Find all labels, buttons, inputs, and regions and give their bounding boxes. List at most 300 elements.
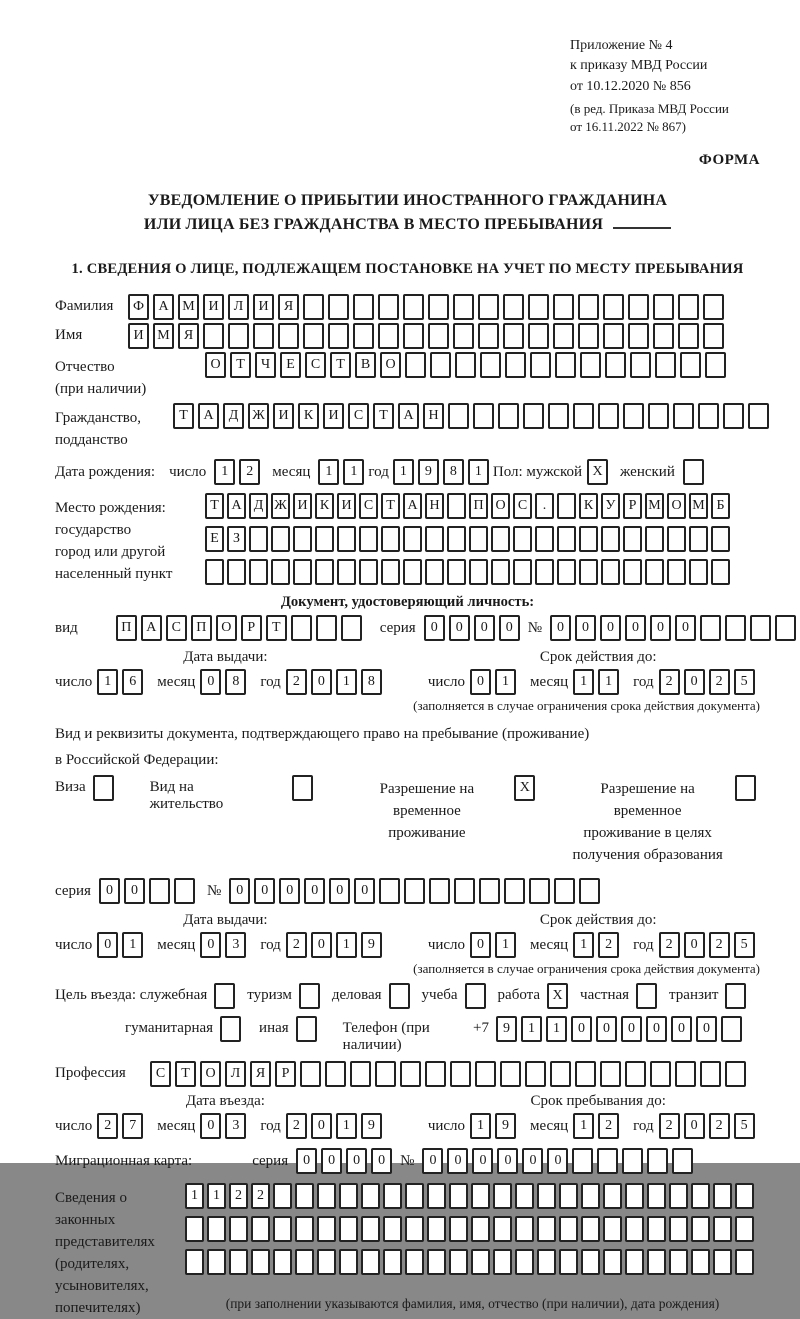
char-box[interactable] [361,1216,380,1242]
char-box[interactable] [653,294,674,320]
char-box[interactable] [647,1216,666,1242]
char-box[interactable]: 9 [361,932,382,958]
char-box[interactable] [328,294,349,320]
char-box[interactable]: 3 [225,932,246,958]
mig-series-field[interactable] [296,1148,396,1174]
char-box[interactable]: 9 [495,1113,516,1139]
char-box[interactable] [601,559,620,585]
char-box[interactable] [453,294,474,320]
char-box[interactable] [555,352,576,378]
stay-month-field[interactable] [573,1113,623,1139]
char-box[interactable] [378,294,399,320]
char-box[interactable] [653,323,674,349]
char-box[interactable] [249,526,268,552]
char-box[interactable] [647,1148,668,1174]
char-box[interactable] [711,526,730,552]
char-box[interactable]: 7 [122,1113,143,1139]
char-box[interactable] [748,403,769,429]
char-box[interactable] [550,1061,571,1087]
doc-number-field[interactable] [550,615,800,641]
char-box[interactable] [271,526,290,552]
char-box[interactable] [359,526,378,552]
purpose-official-checkbox[interactable] [214,983,239,1009]
char-box[interactable] [273,1216,292,1242]
char-box[interactable] [735,775,756,801]
char-box[interactable] [705,352,726,378]
char-box[interactable] [513,526,532,552]
char-box[interactable] [673,403,694,429]
char-box[interactable] [400,1061,421,1087]
char-box[interactable] [478,323,499,349]
char-box[interactable] [295,1216,314,1242]
char-box[interactable] [325,1061,346,1087]
char-box[interactable] [581,1183,600,1209]
char-box[interactable] [449,1216,468,1242]
char-box[interactable]: 2 [598,1113,619,1139]
char-box[interactable] [573,403,594,429]
char-box[interactable] [425,526,444,552]
char-box[interactable] [493,1249,512,1275]
char-box[interactable] [667,526,686,552]
char-box[interactable]: Т [173,403,194,429]
char-box[interactable]: 2 [229,1183,248,1209]
char-box[interactable] [425,559,444,585]
char-box[interactable]: Я [250,1061,271,1087]
purpose-other-checkbox[interactable] [296,1016,321,1042]
name-field[interactable] [128,323,728,349]
char-box[interactable]: 0 [304,878,325,904]
char-box[interactable]: И [337,493,356,519]
char-box[interactable]: 9 [496,1016,517,1042]
char-box[interactable] [523,403,544,429]
char-box[interactable]: 8 [361,669,382,695]
char-box[interactable] [645,559,664,585]
char-box[interactable] [648,403,669,429]
char-box[interactable]: 0 [470,932,491,958]
char-box[interactable]: 1 [214,459,235,485]
char-box[interactable]: 0 [470,669,491,695]
char-box[interactable]: 0 [621,1016,642,1042]
char-box[interactable] [493,1216,512,1242]
char-box[interactable]: И [273,403,294,429]
char-box[interactable] [675,1061,696,1087]
char-box[interactable]: 0 [99,878,120,904]
char-box[interactable] [479,878,500,904]
char-box[interactable] [469,559,488,585]
char-box[interactable] [628,294,649,320]
char-box[interactable]: . [535,493,554,519]
char-box[interactable] [579,526,598,552]
char-box[interactable] [353,294,374,320]
char-box[interactable] [295,1249,314,1275]
char-box[interactable] [713,1183,732,1209]
char-box[interactable] [378,323,399,349]
char-box[interactable] [581,1216,600,1242]
char-box[interactable] [428,323,449,349]
char-box[interactable]: А [403,493,422,519]
char-box[interactable] [359,559,378,585]
char-box[interactable] [628,323,649,349]
char-box[interactable] [469,526,488,552]
char-box[interactable]: 0 [254,878,275,904]
char-box[interactable]: Т [205,493,224,519]
char-box[interactable] [655,352,676,378]
char-box[interactable] [339,1216,358,1242]
char-box[interactable]: С [513,493,532,519]
char-box[interactable] [553,294,574,320]
char-box[interactable] [603,1216,622,1242]
char-box[interactable]: 8 [225,669,246,695]
char-box[interactable] [405,1216,424,1242]
char-box[interactable]: 1 [185,1183,204,1209]
char-box[interactable]: 1 [318,459,339,485]
char-box[interactable] [689,559,708,585]
char-box[interactable] [691,1249,710,1275]
char-box[interactable]: 1 [122,932,143,958]
char-box[interactable] [557,526,576,552]
char-box[interactable]: 2 [251,1183,270,1209]
char-box[interactable]: 1 [393,459,414,485]
sex-female-checkbox[interactable] [683,459,708,485]
char-box[interactable] [513,559,532,585]
char-box[interactable] [700,615,721,641]
char-box[interactable] [535,559,554,585]
char-box[interactable]: 0 [472,1148,493,1174]
char-box[interactable] [448,403,469,429]
char-box[interactable] [598,403,619,429]
char-box[interactable] [447,559,466,585]
char-box[interactable]: 0 [229,878,250,904]
citizenship-field[interactable] [173,403,773,429]
char-box[interactable]: Л [225,1061,246,1087]
char-box[interactable] [548,403,569,429]
char-box[interactable] [203,323,224,349]
guardians-line1[interactable] [185,1183,760,1209]
char-box[interactable]: 1 [495,669,516,695]
char-box[interactable] [299,983,320,1009]
char-box[interactable] [703,323,724,349]
char-box[interactable]: Т [230,352,251,378]
char-box[interactable]: М [645,493,664,519]
char-box[interactable]: X [547,983,568,1009]
char-box[interactable]: О [667,493,686,519]
char-box[interactable]: С [348,403,369,429]
char-box[interactable]: Я [178,323,199,349]
char-box[interactable]: С [359,493,378,519]
char-box[interactable] [678,323,699,349]
char-box[interactable]: А [198,403,219,429]
char-box[interactable]: О [491,493,510,519]
char-box[interactable] [473,403,494,429]
char-box[interactable] [691,1216,710,1242]
char-box[interactable]: 2 [709,932,730,958]
char-box[interactable] [381,559,400,585]
char-box[interactable]: 2 [659,932,680,958]
res-valid-year-field[interactable] [659,932,759,958]
char-box[interactable] [220,1016,241,1042]
char-box[interactable]: X [587,459,608,485]
char-box[interactable] [672,1148,693,1174]
char-box[interactable] [228,323,249,349]
char-box[interactable]: С [305,352,326,378]
temp-permit-checkbox[interactable] [514,775,539,801]
char-box[interactable]: 1 [336,1113,357,1139]
char-box[interactable]: К [315,493,334,519]
char-box[interactable] [537,1249,556,1275]
char-box[interactable] [669,1183,688,1209]
char-box[interactable]: 0 [547,1148,568,1174]
doc-type-field[interactable] [116,615,366,641]
char-box[interactable]: 0 [650,615,671,641]
char-box[interactable]: Н [423,403,444,429]
char-box[interactable] [339,1249,358,1275]
char-box[interactable] [735,1249,754,1275]
visa-checkbox[interactable] [93,775,118,801]
purpose-transit-checkbox[interactable] [725,983,750,1009]
char-box[interactable]: В [355,352,376,378]
char-box[interactable]: 1 [97,669,118,695]
purpose-business-checkbox[interactable] [389,983,414,1009]
char-box[interactable]: 2 [286,932,307,958]
char-box[interactable] [405,1183,424,1209]
char-box[interactable] [207,1216,226,1242]
char-box[interactable] [579,559,598,585]
char-box[interactable]: И [128,323,149,349]
char-box[interactable] [471,1216,490,1242]
res-issue-day-field[interactable] [97,932,147,958]
char-box[interactable]: Т [175,1061,196,1087]
char-box[interactable] [361,1249,380,1275]
char-box[interactable] [303,294,324,320]
char-box[interactable] [295,1183,314,1209]
char-box[interactable] [427,1216,446,1242]
char-box[interactable] [559,1183,578,1209]
char-box[interactable] [735,1216,754,1242]
char-box[interactable]: А [141,615,162,641]
char-box[interactable] [453,323,474,349]
char-box[interactable]: Ф [128,294,149,320]
char-box[interactable] [647,1183,666,1209]
doc-valid-day-field[interactable] [470,669,520,695]
char-box[interactable] [622,1148,643,1174]
purpose-tourism-checkbox[interactable] [299,983,324,1009]
char-box[interactable] [293,526,312,552]
char-box[interactable]: 1 [336,669,357,695]
char-box[interactable]: Р [275,1061,296,1087]
char-box[interactable]: 1 [573,932,594,958]
char-box[interactable]: М [153,323,174,349]
char-box[interactable] [515,1183,534,1209]
char-box[interactable] [698,403,719,429]
char-box[interactable]: М [689,493,708,519]
char-box[interactable] [315,526,334,552]
char-box[interactable]: 1 [468,459,489,485]
char-box[interactable] [381,526,400,552]
char-box[interactable] [361,1183,380,1209]
char-box[interactable] [303,323,324,349]
char-box[interactable]: О [380,352,401,378]
mig-number-field[interactable] [422,1148,697,1174]
char-box[interactable] [278,323,299,349]
char-box[interactable] [683,459,704,485]
char-box[interactable] [559,1249,578,1275]
char-box[interactable]: Т [266,615,287,641]
res-valid-month-field[interactable] [573,932,623,958]
char-box[interactable] [575,1061,596,1087]
res-issue-year-field[interactable] [286,932,386,958]
char-box[interactable] [471,1183,490,1209]
char-box[interactable] [427,1183,446,1209]
char-box[interactable] [185,1249,204,1275]
char-box[interactable] [493,1183,512,1209]
purpose-work-checkbox[interactable] [547,983,572,1009]
char-box[interactable]: 2 [97,1113,118,1139]
char-box[interactable]: 1 [546,1016,567,1042]
char-box[interactable]: О [200,1061,221,1087]
char-box[interactable] [315,559,334,585]
char-box[interactable]: П [191,615,212,641]
char-box[interactable] [425,1061,446,1087]
char-box[interactable]: 2 [659,669,680,695]
char-box[interactable] [530,352,551,378]
char-box[interactable] [207,1249,226,1275]
char-box[interactable] [713,1249,732,1275]
char-box[interactable]: У [601,493,620,519]
char-box[interactable] [500,1061,521,1087]
char-box[interactable]: 0 [311,1113,332,1139]
char-box[interactable]: 0 [675,615,696,641]
char-box[interactable]: 0 [550,615,571,641]
char-box[interactable]: С [166,615,187,641]
char-box[interactable]: 0 [200,669,221,695]
char-box[interactable]: 0 [684,669,705,695]
char-box[interactable]: Я [278,294,299,320]
char-box[interactable]: 0 [279,878,300,904]
char-box[interactable] [383,1249,402,1275]
char-box[interactable] [625,1183,644,1209]
char-box[interactable] [603,1183,622,1209]
char-box[interactable]: Н [425,493,444,519]
char-box[interactable]: Р [241,615,262,641]
char-box[interactable] [478,294,499,320]
char-box[interactable] [723,403,744,429]
char-box[interactable]: 0 [596,1016,617,1042]
doc-series-field[interactable] [424,615,524,641]
char-box[interactable] [454,878,475,904]
char-box[interactable] [253,323,274,349]
char-box[interactable]: 9 [361,1113,382,1139]
char-box[interactable]: 0 [424,615,445,641]
char-box[interactable] [623,559,642,585]
char-box[interactable] [557,559,576,585]
char-box[interactable]: И [253,294,274,320]
char-box[interactable]: 1 [207,1183,226,1209]
char-box[interactable]: 6 [122,669,143,695]
char-box[interactable] [174,878,195,904]
char-box[interactable] [553,323,574,349]
char-box[interactable]: 0 [684,932,705,958]
char-box[interactable] [678,294,699,320]
char-box[interactable]: 0 [696,1016,717,1042]
char-box[interactable] [480,352,501,378]
char-box[interactable] [403,559,422,585]
char-box[interactable] [405,1249,424,1275]
doc-issue-day-field[interactable] [97,669,147,695]
char-box[interactable] [404,878,425,904]
char-box[interactable]: 8 [443,459,464,485]
entry-month-field[interactable] [200,1113,250,1139]
res-series-field[interactable] [99,878,199,904]
char-box[interactable]: 5 [734,1113,755,1139]
char-box[interactable] [475,1061,496,1087]
char-box[interactable]: 0 [671,1016,692,1042]
res-issue-month-field[interactable] [200,932,250,958]
char-box[interactable]: 0 [684,1113,705,1139]
char-box[interactable]: Д [249,493,268,519]
char-box[interactable] [650,1061,671,1087]
char-box[interactable]: Е [280,352,301,378]
char-box[interactable] [623,403,644,429]
char-box[interactable] [623,526,642,552]
char-box[interactable]: Д [223,403,244,429]
char-box[interactable] [515,1249,534,1275]
char-box[interactable] [725,615,746,641]
char-box[interactable]: 1 [573,669,594,695]
char-box[interactable] [605,352,626,378]
char-box[interactable]: Т [373,403,394,429]
birth-place-line2[interactable] [205,526,733,552]
char-box[interactable]: 2 [286,1113,307,1139]
char-box[interactable] [713,1216,732,1242]
res-valid-day-field[interactable] [470,932,520,958]
char-box[interactable] [630,352,651,378]
char-box[interactable] [725,1061,746,1087]
char-box[interactable] [405,352,426,378]
stay-day-field[interactable] [470,1113,520,1139]
char-box[interactable] [317,1183,336,1209]
char-box[interactable]: О [216,615,237,641]
char-box[interactable]: Т [381,493,400,519]
char-box[interactable]: К [579,493,598,519]
char-box[interactable]: 0 [447,1148,468,1174]
char-box[interactable] [229,1249,248,1275]
char-box[interactable] [689,526,708,552]
char-box[interactable]: 0 [200,932,221,958]
char-box[interactable] [450,1061,471,1087]
char-box[interactable] [667,559,686,585]
char-box[interactable] [504,878,525,904]
char-box[interactable] [339,1183,358,1209]
char-box[interactable]: Т [330,352,351,378]
char-box[interactable] [647,1249,666,1275]
char-box[interactable]: 0 [200,1113,221,1139]
char-box[interactable] [711,559,730,585]
char-box[interactable]: 9 [418,459,439,485]
char-box[interactable] [515,1216,534,1242]
char-box[interactable] [251,1216,270,1242]
char-box[interactable] [491,559,510,585]
char-box[interactable] [636,983,657,1009]
doc-issue-year-field[interactable] [286,669,386,695]
char-box[interactable] [375,1061,396,1087]
char-box[interactable] [669,1249,688,1275]
char-box[interactable] [625,1216,644,1242]
stay-year-field[interactable] [659,1113,759,1139]
birth-year-field[interactable] [393,459,493,485]
char-box[interactable]: 0 [296,1148,317,1174]
char-box[interactable] [529,878,550,904]
char-box[interactable]: 0 [311,669,332,695]
